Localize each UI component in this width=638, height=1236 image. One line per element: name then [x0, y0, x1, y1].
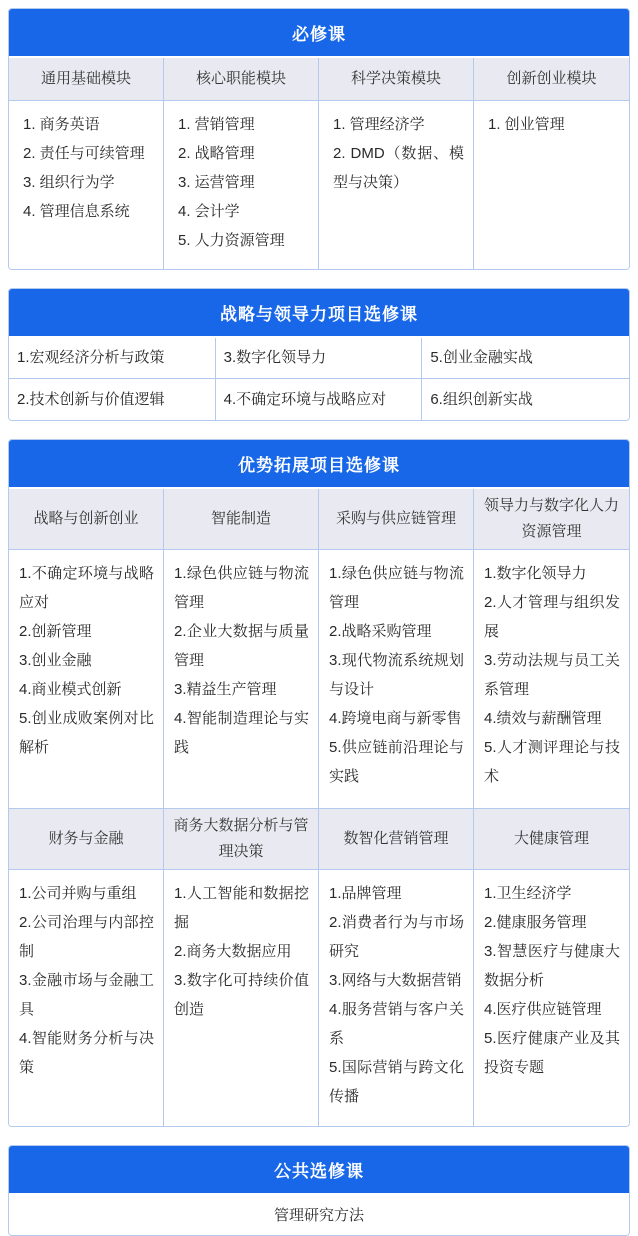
section-title: 优势拓展项目选修课 [9, 440, 629, 489]
course-list [164, 101, 319, 269]
course-item: 1.不确定环境与战略应对 [19, 565, 154, 611]
elective-cell: 2.技术创新与价值逻辑 [9, 379, 216, 420]
course-item: 1. 管理经济学 [333, 116, 425, 133]
course-list [474, 101, 629, 269]
course-item: 4.商业模式创新 [19, 681, 122, 698]
course-item: 4.智能制造理论与实践 [174, 710, 309, 756]
column-header-smart-manufacturing: 智能制造 [164, 489, 319, 550]
course-list [164, 550, 319, 809]
course-item: 2. DMD（数据、模型与决策） [333, 145, 464, 191]
section-title: 公共选修课 [9, 1146, 629, 1195]
course-item: 3.金融市场与金融工具 [19, 972, 154, 1018]
column-header-health-management: 大健康管理 [474, 809, 629, 870]
course-item: 2.企业大数据与质量管理 [174, 623, 309, 669]
course-item: 5. 人力资源管理 [178, 232, 285, 249]
course-item: 3. 组织行为学 [23, 174, 115, 191]
course-item: 2. 责任与可续管理 [23, 145, 145, 162]
section-title: 战略与领导力项目选修课 [9, 289, 629, 338]
section-advantage-expansion-electives [8, 439, 630, 1127]
course-item: 5.供应链前沿理论与实践 [329, 739, 464, 785]
course-item: 3.智慧医疗与健康大数据分析 [484, 943, 620, 989]
course-item: 3.精益生产管理 [174, 681, 277, 698]
section-strategy-leadership-electives [8, 288, 630, 421]
elective-cell: 3.数字化领导力 [216, 338, 423, 379]
course-item: 2.人才管理与组织发展 [484, 594, 620, 640]
elective-cell: 1.宏观经济分析与政策 [9, 338, 216, 379]
course-item: 1.卫生经济学 [484, 885, 572, 902]
advantage-expansion-table [9, 489, 629, 1126]
course-item: 4.智能财务分析与决策 [19, 1030, 154, 1076]
course-list [474, 550, 629, 809]
elective-cell: 5.创业金融实战 [422, 338, 629, 379]
course-item: 1.人工智能和数据挖掘 [174, 885, 309, 931]
course-item: 4.绩效与薪酬管理 [484, 710, 602, 727]
column-header-strategy-innovation: 战略与创新创业 [9, 489, 164, 550]
strategy-leadership-table [9, 338, 629, 420]
course-item: 4. 管理信息系统 [23, 203, 130, 220]
course-item: 2. 战略管理 [178, 145, 255, 162]
course-item: 2.消费者行为与市场研究 [329, 914, 464, 960]
course-item: 3. 运营管理 [178, 174, 255, 191]
section-public-electives [8, 1145, 630, 1236]
course-item: 1. 商务英语 [23, 116, 100, 133]
course-item: 5.国际营销与跨文化传播 [329, 1059, 464, 1105]
course-item: 3.创业金融 [19, 652, 92, 669]
column-header-business-big-data: 商务大数据分析与管理决策 [164, 809, 319, 870]
course-item: 3.数字化可持续价值创造 [174, 972, 309, 1018]
course-item: 1.绿色供应链与物流管理 [329, 565, 464, 611]
column-header-leadership-digital-hr: 领导力与数字化人力资源管理 [474, 489, 629, 550]
course-list [474, 870, 629, 1126]
course-item: 5.人才测评理论与技术 [484, 739, 620, 785]
required-courses-table [9, 58, 629, 269]
course-item: 4.服务营销与客户关系 [329, 1001, 464, 1047]
course-item: 1.品牌管理 [329, 885, 402, 902]
column-header-procurement-supply-chain: 采购与供应链管理 [319, 489, 474, 550]
course-item: 4.跨境电商与新零售 [329, 710, 462, 727]
course-item: 2.公司治理与内部控制 [19, 914, 154, 960]
course-item: 2.健康服务管理 [484, 914, 587, 931]
column-header-core-function: 核心职能模块 [164, 58, 319, 101]
public-elective-course: 管理研究方法 [9, 1195, 629, 1235]
course-list [319, 550, 474, 809]
course-list [164, 870, 319, 1126]
course-list [9, 870, 164, 1126]
course-item: 1. 创业管理 [488, 116, 565, 133]
course-item: 5.创业成败案例对比解析 [19, 710, 154, 756]
elective-cell: 6.组织创新实战 [422, 379, 629, 420]
course-item: 3.现代物流系统规划与设计 [329, 652, 464, 698]
course-item: 2.创新管理 [19, 623, 92, 640]
section-required-courses [8, 8, 630, 270]
course-item: 3.劳动法规与员工关系管理 [484, 652, 620, 698]
elective-cell: 4.不确定环境与战略应对 [216, 379, 423, 420]
column-header-finance: 财务与金融 [9, 809, 164, 870]
course-item: 2.战略采购管理 [329, 623, 432, 640]
course-item: 1.绿色供应链与物流管理 [174, 565, 309, 611]
course-item: 5.医疗健康产业及其投资专题 [484, 1030, 620, 1076]
course-item: 1.公司并购与重组 [19, 885, 137, 902]
course-item: 4. 会计学 [178, 203, 240, 220]
course-list [319, 870, 474, 1126]
course-list [9, 550, 164, 809]
course-list [9, 101, 164, 269]
column-header-innovation-entrepreneurship: 创新创业模块 [474, 58, 629, 101]
course-item: 4.医疗供应链管理 [484, 1001, 602, 1018]
column-header-scientific-decision: 科学决策模块 [319, 58, 474, 101]
course-list [319, 101, 474, 269]
course-item: 1. 营销管理 [178, 116, 255, 133]
section-title: 必修课 [9, 9, 629, 58]
course-item: 2.商务大数据应用 [174, 943, 292, 960]
course-item: 3.网络与大数据营销 [329, 972, 462, 989]
column-header-general-foundation: 通用基础模块 [9, 58, 164, 101]
column-header-digital-marketing: 数智化营销管理 [319, 809, 474, 870]
course-item: 1.数字化领导力 [484, 565, 587, 582]
